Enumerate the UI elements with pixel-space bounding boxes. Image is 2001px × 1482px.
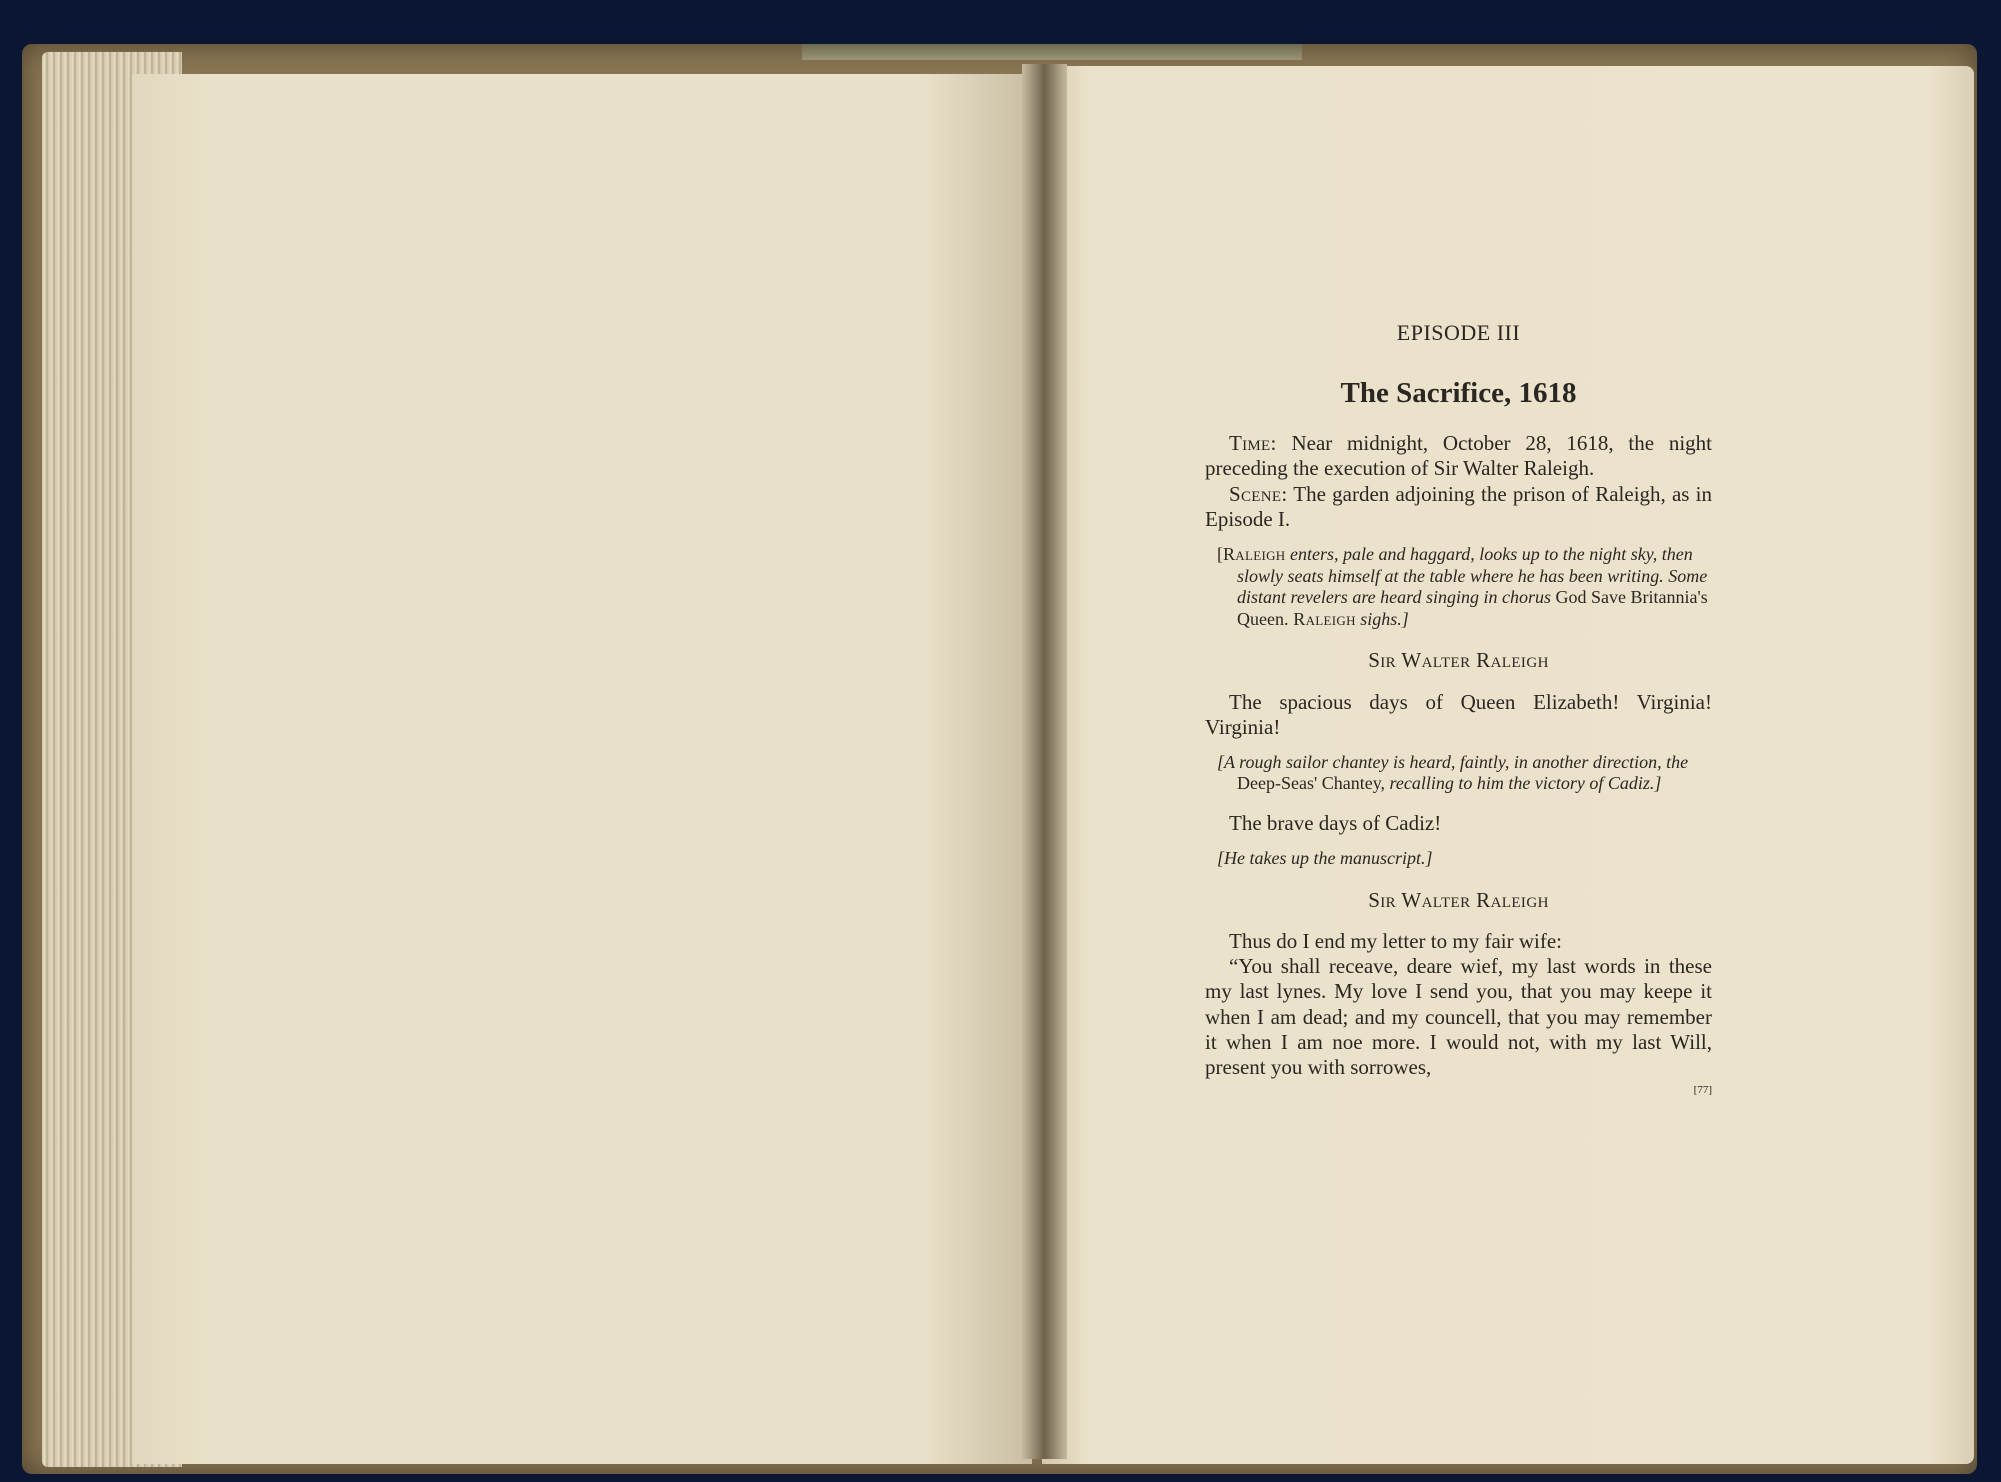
dialogue-line: The spacious days of Queen Elizabeth! Virginia! Virginia! [1205,689,1712,739]
time-paragraph [1205,431,1712,481]
episode-heading: EPISODE III [1396,320,1521,345]
dialogue-line: The brave days of Cadiz! [1229,811,1442,836]
scene-text: The garden adjoining the prison of Raleigh, as in Episode I. [1205,481,1712,531]
right-page-text [1205,320,1712,1097]
time-text: Near midnight, October 28, 1618, the night preceding the execution of Sir Walter Raleigh. [1205,431,1712,481]
stage-direction: [A rough sailor chantey is heard, faintly, in another direction, the Deep-Seas' Chantey, recalling to him the victory of Cadiz.] [1217,751,1689,794]
stage-direction: [Raleigh enters, pale and haggard, looks up to the night sky, then slowly seats himself at the table where he has been writing. Some distant revelers are heard singing in chorus God Save Britannia's Queen. Raleigh sighs.] [1217,543,1708,629]
song-title: God Save Britannia's Queen. [1237,587,1708,629]
page-number: [77] [1693,1084,1712,1097]
character-name: Raleigh [1223,543,1286,564]
episode-title: The Sacrifice, 1618 [1340,377,1577,410]
dialogue-line: Thus do I end my letter to my fair wife: [1229,929,1562,954]
speaker-name: Sir Walter Raleigh [1368,648,1549,673]
scene-paragraph [1205,482,1712,532]
song-title: Deep-Seas' Chantey, [1237,773,1386,794]
dialogue-line: “You shall receave, deare wief, my last words in these my last lynes. My love I send you, that you may keepe it when I am dead; and my councell, that you may remember it when I am noe more. I would not, with my last Will, present you with sorrowes, [1205,954,1712,1079]
scene-label: Scene: [1229,481,1288,506]
character-name: Raleigh [1288,608,1356,629]
stage-direction: [He takes up the manuscript.] [1217,848,1433,869]
spine-gutter [1022,64,1067,1459]
time-label: Time: [1229,431,1277,456]
headband [802,44,1302,60]
speaker-name: Sir Walter Raleigh [1368,887,1549,912]
left-page-blank [132,74,1032,1464]
